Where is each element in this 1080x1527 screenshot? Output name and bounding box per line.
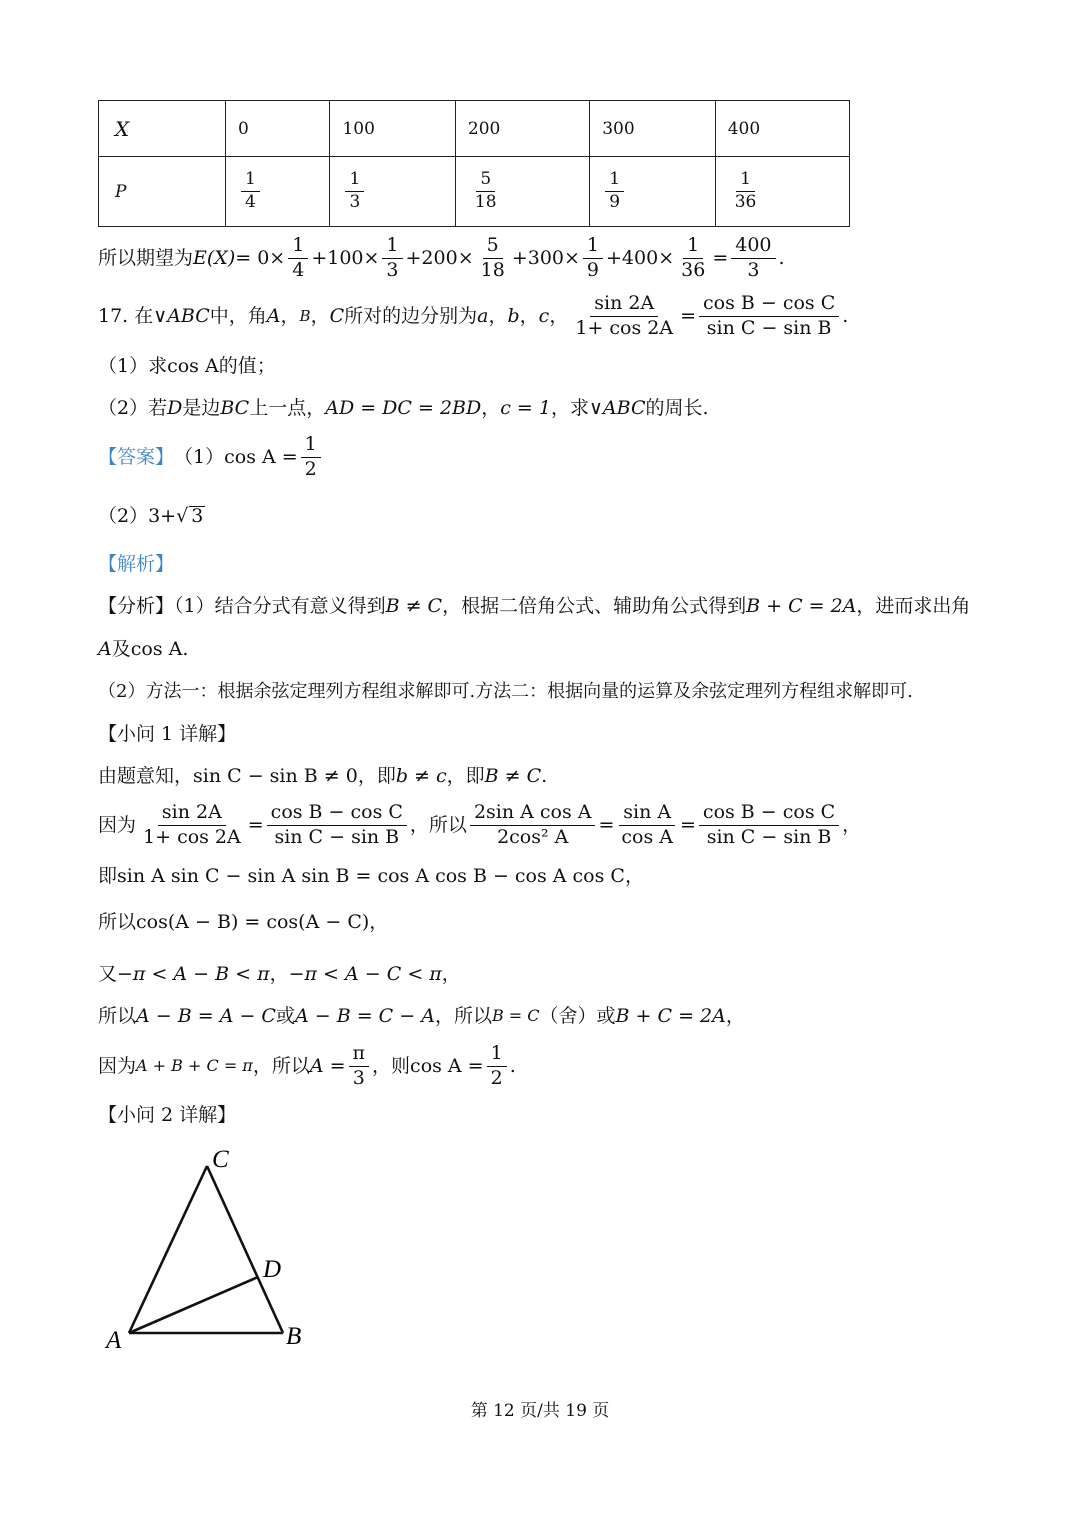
math: −π < A − C < π xyxy=(288,962,442,985)
label-c: C xyxy=(212,1146,229,1173)
problem-number: 17. xyxy=(98,304,129,327)
math: = xyxy=(598,813,615,836)
denominator: 1+ cos 2A xyxy=(575,316,674,339)
math: BC xyxy=(220,396,250,419)
table-row xyxy=(99,157,850,227)
analysis-line-3: （2）方法一：根据余弦定理列方程组求解即可.方法二：根据向量的运算及余弦定理列方程组求解即可. xyxy=(98,681,913,702)
math: +400× xyxy=(606,246,675,269)
denominator: 2 xyxy=(304,457,317,480)
math: A xyxy=(266,304,281,327)
math: B ≠ C xyxy=(385,594,443,617)
answer-part-2 xyxy=(98,503,205,529)
numerator: 2sin A cos A xyxy=(470,803,596,826)
sub1-title: 【小问 1 详解】 xyxy=(98,722,237,745)
table-header-p: P xyxy=(99,157,226,227)
denominator: 36 xyxy=(734,192,757,212)
table-row xyxy=(99,101,850,157)
math: A − B = C − A xyxy=(294,1004,435,1027)
distribution-table xyxy=(98,100,850,227)
text: . xyxy=(541,764,548,787)
math: A − B = A − C xyxy=(136,1004,276,1027)
math: B = C xyxy=(491,1006,540,1025)
text: ，即 xyxy=(446,764,485,787)
math: A + B + C = π xyxy=(136,1056,253,1075)
text: （2） xyxy=(98,504,149,527)
text: ，所以 xyxy=(409,813,467,836)
text: （舍）或 xyxy=(539,1004,616,1027)
numerator: 5 xyxy=(483,236,503,259)
math: = xyxy=(680,813,696,836)
triangle-figure xyxy=(98,1140,328,1360)
fraction xyxy=(470,800,596,848)
text: 因为 xyxy=(98,1054,137,1077)
fraction xyxy=(605,171,624,212)
sub1-line-2 xyxy=(98,801,861,849)
text: 因为 xyxy=(98,813,137,836)
math: cos(A − B) = cos(A − C) xyxy=(136,910,370,933)
text: ， xyxy=(369,910,389,933)
numerator: 1 xyxy=(605,171,624,192)
label-b: B xyxy=(286,1323,302,1350)
math: B ≠ C xyxy=(484,764,542,787)
text: ， xyxy=(519,304,539,327)
text: ， xyxy=(549,304,569,327)
math: cos A = xyxy=(410,1054,484,1077)
analysis-line-1 xyxy=(98,594,970,618)
fraction xyxy=(583,233,603,281)
math: B + C = 2A xyxy=(615,1004,726,1027)
text: ，即 xyxy=(357,764,396,787)
numerator: 1 xyxy=(683,236,703,259)
sub1-line-6 xyxy=(98,1004,745,1028)
fraction xyxy=(288,233,308,281)
numerator: 1 xyxy=(487,1044,507,1067)
table-cell xyxy=(715,157,849,227)
denominator: 4 xyxy=(245,192,256,212)
question-2 xyxy=(98,396,709,420)
text: ，求∨ xyxy=(550,396,603,419)
fraction xyxy=(241,171,260,212)
math: c xyxy=(538,304,550,327)
text: 是边 xyxy=(182,396,221,419)
numerator: cos B − cos C xyxy=(699,294,839,317)
math: cos A xyxy=(130,637,183,660)
numerator: cos B − cos C xyxy=(699,803,839,826)
numerator: 1 xyxy=(583,236,603,259)
math: = 0× xyxy=(235,246,286,269)
answer-tag: 【答案】 xyxy=(98,445,175,468)
numerator: 400 xyxy=(731,236,775,259)
math: E(X) xyxy=(193,246,236,269)
text: 【分析】（1）结合分式有意义得到 xyxy=(98,594,386,617)
math: cos A = xyxy=(224,445,298,468)
text: 又 xyxy=(98,962,118,985)
table-cell: 200 xyxy=(455,101,589,157)
denominator: 3 xyxy=(747,258,760,281)
question-1 xyxy=(98,354,276,378)
analysis-line-2 xyxy=(98,637,188,661)
numerator: sin A xyxy=(619,803,675,826)
table-cell xyxy=(330,157,455,227)
text: 所以 xyxy=(98,1004,137,1027)
fraction xyxy=(471,171,501,212)
text: ， xyxy=(310,304,330,327)
text: ，进而求出角 xyxy=(856,594,971,617)
denominator: cos A xyxy=(621,825,673,848)
text: 上一点， xyxy=(249,396,326,419)
math: A xyxy=(98,637,112,660)
math: B + C = 2A xyxy=(746,594,857,617)
numerator: cos B − cos C xyxy=(267,803,407,826)
label-a: A xyxy=(106,1327,122,1354)
text: 在∨ xyxy=(134,304,168,327)
math: sin A sin C − sin A sin B = cos A cos B − cos A cos C xyxy=(117,864,625,887)
side-ac xyxy=(129,1166,207,1333)
text: ， xyxy=(481,396,501,419)
text: （2）若 xyxy=(98,396,168,419)
text: ， xyxy=(488,304,508,327)
math: = xyxy=(247,813,264,836)
fraction xyxy=(699,291,839,339)
table-cell: 400 xyxy=(715,101,849,157)
math: ABC xyxy=(602,396,646,419)
math: −π < A − B < π xyxy=(117,962,270,985)
numerator: 1 xyxy=(288,236,308,259)
numerator: 1 xyxy=(345,171,364,192)
math: a xyxy=(477,304,489,327)
text: . xyxy=(842,304,849,327)
fraction xyxy=(617,800,677,848)
fraction xyxy=(301,432,321,480)
denominator: sin C − sin B xyxy=(706,825,832,848)
text: . xyxy=(778,246,785,269)
text: ， xyxy=(842,813,862,836)
fraction xyxy=(267,800,407,848)
text: ， xyxy=(280,304,300,327)
text: 的值； xyxy=(218,354,276,377)
math: b ≠ c xyxy=(395,764,447,787)
page-footer: 第 12 页/共 19 页 xyxy=(470,1401,610,1421)
fraction xyxy=(699,800,839,848)
denominator: 36 xyxy=(681,258,706,281)
text: ， xyxy=(441,962,461,985)
denominator: 18 xyxy=(480,258,505,281)
math: c = 1 xyxy=(500,396,551,419)
sub1-line-1 xyxy=(98,764,547,788)
analysis-tag: 【解析】 xyxy=(98,552,175,575)
math: A = xyxy=(309,1054,346,1077)
denominator: sin C − sin B xyxy=(706,316,832,339)
math: sin C − sin B ≠ 0 xyxy=(193,764,358,787)
math: = xyxy=(680,304,696,327)
denominator: 3 xyxy=(349,192,361,212)
text: 所对的边分别为 xyxy=(344,304,478,327)
fraction xyxy=(382,233,402,281)
math: AD = DC = 2BD xyxy=(325,396,482,419)
denominator: 1+ cos 2A xyxy=(143,825,241,848)
math: cos A xyxy=(167,354,219,377)
table-cell: 0 xyxy=(226,101,330,157)
math: 3 xyxy=(191,505,204,527)
text: ， xyxy=(624,864,644,887)
table-cell xyxy=(455,157,589,227)
fraction xyxy=(349,1041,370,1089)
text: ，所以 xyxy=(252,1054,310,1077)
math: D xyxy=(167,396,183,419)
denominator: 18 xyxy=(474,192,497,212)
sub1-line-3 xyxy=(98,864,644,888)
math: +200× xyxy=(405,246,474,269)
expectation-line xyxy=(98,234,785,282)
sub2-title: 【小问 2 详解】 xyxy=(98,1103,237,1126)
math: B xyxy=(299,306,311,325)
sub1-line-7 xyxy=(98,1042,516,1090)
table-cell xyxy=(590,157,715,227)
text: 所以 xyxy=(98,910,137,933)
fraction xyxy=(139,800,245,848)
sqrt-icon: √ xyxy=(176,504,189,527)
label-d: D xyxy=(263,1256,282,1283)
numerator: 5 xyxy=(476,171,495,192)
denominator: 2 xyxy=(490,1066,503,1089)
text: ， xyxy=(725,1004,745,1027)
numerator: 1 xyxy=(301,435,321,458)
text: 由题意知， xyxy=(98,764,194,787)
table-cell xyxy=(226,157,330,227)
fraction xyxy=(731,171,761,212)
text: （1） xyxy=(174,445,225,468)
denominator: sin C − sin B xyxy=(274,825,400,848)
numerator: π xyxy=(349,1044,370,1067)
numerator: sin 2A xyxy=(158,803,226,826)
math: ABC xyxy=(167,304,210,327)
denominator: 3 xyxy=(352,1066,365,1089)
numerator: 1 xyxy=(736,171,755,192)
math: C xyxy=(329,304,345,327)
denominator: 3 xyxy=(386,258,399,281)
math: +100× xyxy=(311,246,380,269)
table-cell: 300 xyxy=(590,101,715,157)
text: . xyxy=(182,637,189,660)
denominator: 9 xyxy=(586,258,600,281)
text: ，则 xyxy=(372,1054,411,1077)
text: ，所以 xyxy=(434,1004,492,1027)
numerator: sin 2A xyxy=(590,294,658,317)
denominator: 4 xyxy=(292,258,305,281)
sub1-line-4 xyxy=(98,910,388,934)
numerator: 1 xyxy=(382,236,402,259)
math: b xyxy=(507,304,520,327)
math: = xyxy=(712,246,729,269)
answer-part-1 xyxy=(98,432,324,482)
text: ， xyxy=(269,962,289,985)
table-cell: 100 xyxy=(330,101,455,157)
text: 即 xyxy=(98,864,118,887)
problem-statement xyxy=(98,292,848,340)
text: 及 xyxy=(111,637,131,660)
text: 或 xyxy=(275,1004,295,1027)
text: （1）求 xyxy=(98,354,168,377)
numerator: 1 xyxy=(241,171,260,192)
text: 所以期望为 xyxy=(98,246,194,269)
text: 中，角 xyxy=(209,304,267,327)
fraction xyxy=(487,1041,507,1089)
text: 的周长. xyxy=(645,396,709,419)
fraction xyxy=(345,171,364,212)
fraction xyxy=(477,233,509,281)
segment-ad xyxy=(129,1277,258,1333)
text: ，根据二倍角公式、辅助角公式得到 xyxy=(442,594,747,617)
side-cb xyxy=(207,1166,283,1333)
fraction xyxy=(571,291,677,339)
text: . xyxy=(509,1054,516,1077)
fraction xyxy=(731,233,775,281)
denominator: 2cos² A xyxy=(497,825,569,848)
math: 3+ xyxy=(148,504,177,527)
fraction xyxy=(677,233,709,281)
sub1-line-5 xyxy=(98,962,461,986)
denominator: 9 xyxy=(609,192,621,212)
math: +300× xyxy=(511,246,580,269)
table-header-x: X xyxy=(99,101,226,157)
